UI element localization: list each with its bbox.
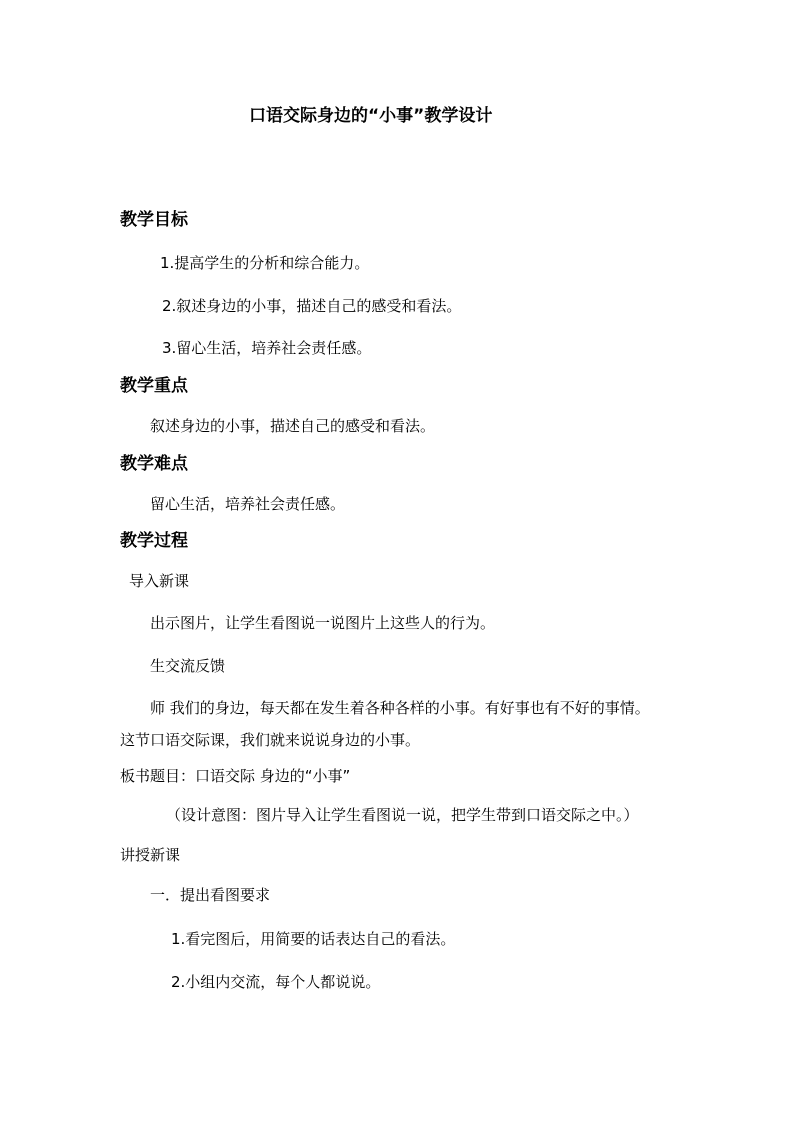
- feedback-line: 生交流反馈: [150, 657, 226, 675]
- requirement-2: 2.小组内交流，每个人都说说。: [171, 973, 381, 991]
- design-intent-line: （设计意图：图片导入让学生看图说一说，把学生带到口语交际之中。）: [166, 806, 639, 824]
- key-point-text: 叙述身边的小事，描述自己的感受和看法。: [150, 417, 436, 435]
- key-point-heading: 教学重点: [120, 376, 188, 396]
- new-lesson-label: 讲授新课: [120, 846, 181, 864]
- board-title-line: 板书题目：口语交际 身边的“小事”: [120, 767, 351, 785]
- difficulty-text: 留心生活，培养社会责任感。: [150, 495, 346, 513]
- teacher-line-1: 师 我们的身边，每天都在发生着各种各样的小事。有好事也有不好的事情。: [150, 699, 650, 717]
- goal-item-1: 1.提高学生的分析和综合能力。: [160, 254, 370, 272]
- document-title: 口语交际身边的“小事”教学设计: [249, 106, 493, 126]
- intro-label: 导入新课: [129, 572, 190, 590]
- requirement-1: 1.看完图后，用简要的话表达自己的看法。: [171, 930, 456, 948]
- difficulty-heading: 教学难点: [120, 454, 188, 474]
- part-one-line: 一．提出看图要求: [150, 886, 271, 904]
- goal-item-2: 2.叙述身边的小事，描述自己的感受和看法。: [162, 297, 462, 315]
- teacher-line-2: 这节口语交际课，我们就来说说身边的小事。: [120, 731, 421, 749]
- goal-item-3: 3.留心生活，培养社会责任感。: [162, 339, 372, 357]
- intro-step: 出示图片，让学生看图说一说图片上这些人的行为。: [150, 614, 496, 632]
- goals-heading: 教学目标: [120, 210, 188, 230]
- process-heading: 教学过程: [120, 531, 188, 551]
